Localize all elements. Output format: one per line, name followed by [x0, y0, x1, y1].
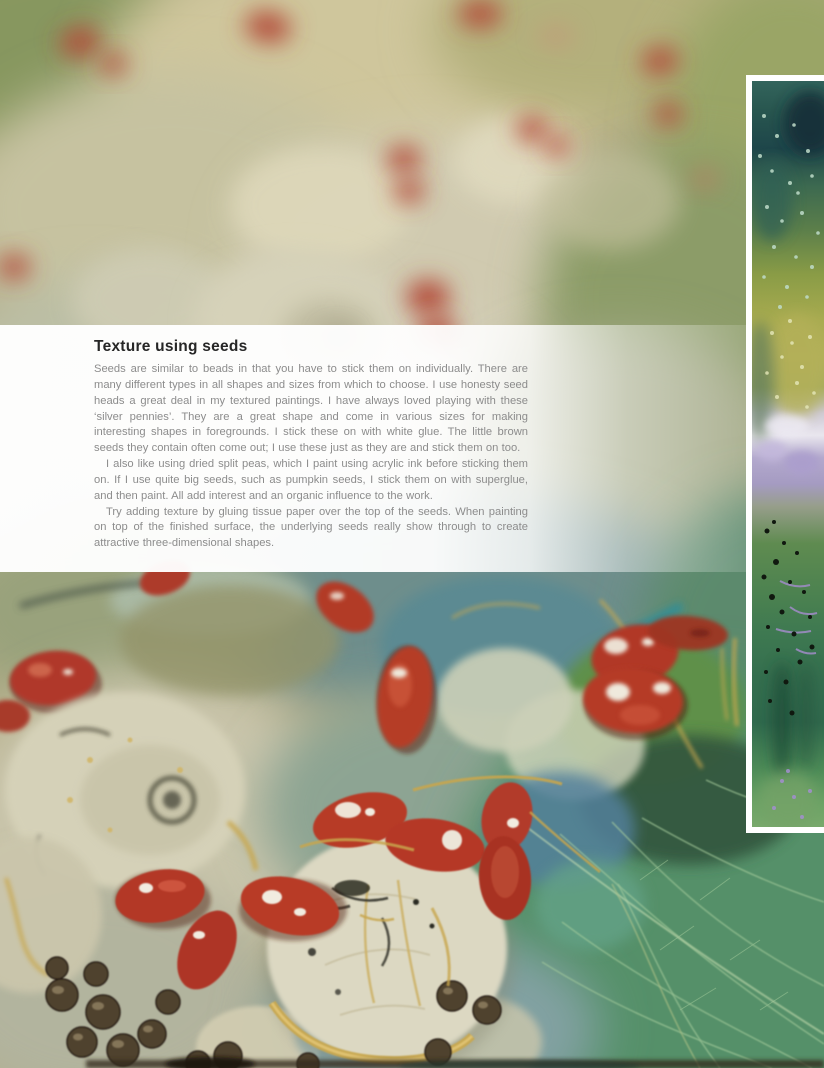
- article: [94, 338, 528, 552]
- article-body: [94, 362, 528, 552]
- text-overlay-panel: [0, 325, 747, 572]
- paragraph-2: I also like using dried split peas, which I paint using acrylic ink before sticking them on. If I use quite big seeds, such as pumpkin seeds, I stick them on with superglue, and then paint. All add interest and an organic influence to the work.: [94, 458, 528, 502]
- side-image-frame: [746, 75, 824, 833]
- section-heading: Texture using seeds: [94, 338, 248, 355]
- side-detail-image: [752, 81, 824, 827]
- paragraph-3: Try adding texture by gluing tissue paper over the top of the seeds. When painting on top of the finished surface, the underlying seeds really show through to create attractive three-dimensional shapes.: [94, 505, 528, 550]
- paragraph-1: Seeds are similar to beads in that you have to stick them on individually. There are many different types in all shapes and sizes from which to choose. I use honesty seed heads a great deal in my textured paintings. I have always loved playing with these ‘silver pennies’. They are a great shape and come in various sizes for making interesting shapes in foregrounds. I stick these on with white glue. The little brown seeds they contain often come out; I use these just as they are and stick them on too.: [94, 363, 528, 455]
